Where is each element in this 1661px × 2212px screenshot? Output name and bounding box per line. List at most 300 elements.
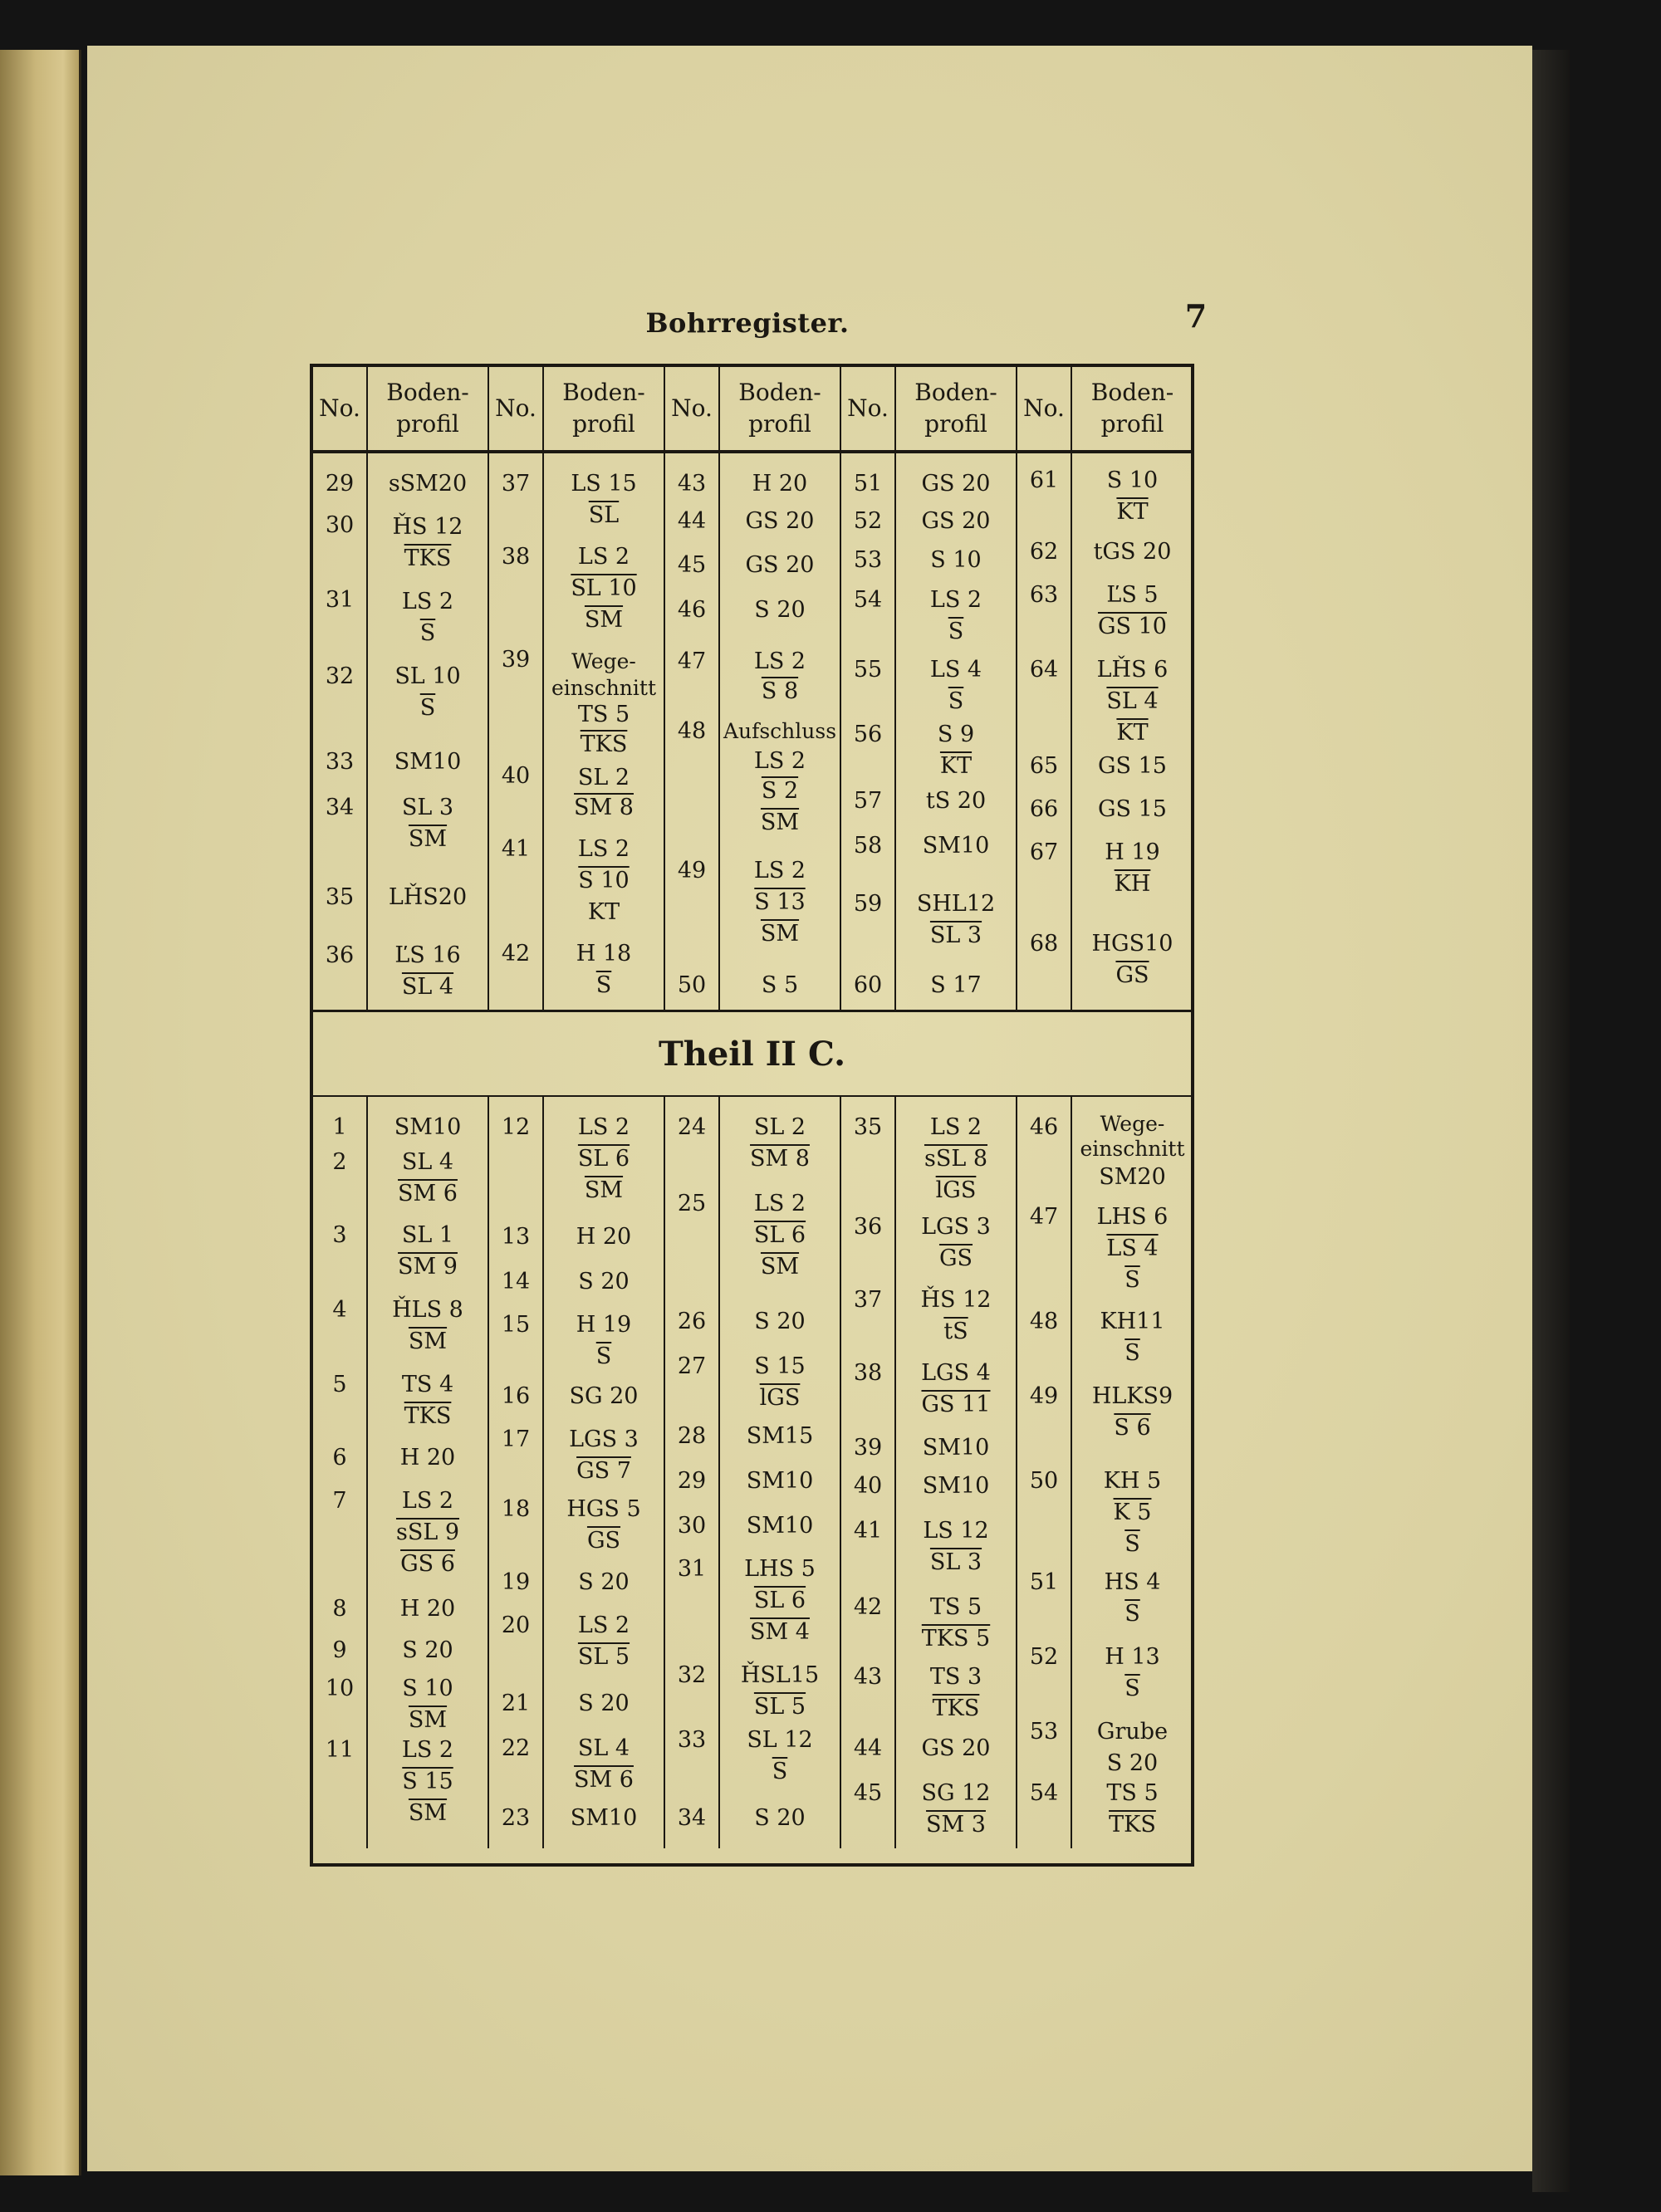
soil-profile: LGS 3 [921, 1214, 991, 1240]
soil-profile: LGS 3 [569, 1427, 639, 1452]
soil-profile: LS 2 [753, 648, 806, 674]
bore-number: 44 [853, 1735, 883, 1761]
soil-profile: LS 2 [929, 587, 982, 613]
soil-profile: SL 5 [577, 1644, 630, 1670]
bore-number: 48 [677, 718, 707, 744]
soil-profile: LS 2 [577, 1613, 630, 1638]
soil-profile: H 13 [1105, 1644, 1160, 1670]
soil-profile: H 18 [576, 941, 632, 967]
header-profile: Boden- profil [720, 367, 841, 450]
bore-number: 32 [325, 663, 355, 689]
bore-number: 56 [853, 722, 883, 747]
soil-profile: H 19 [576, 1312, 632, 1338]
bore-number: 9 [332, 1637, 347, 1663]
bore-number: 63 [1029, 582, 1059, 608]
soil-profile: $\overline{SM}$ [584, 1177, 624, 1203]
soil-profile: KH11 [1100, 1309, 1165, 1334]
bore-number: 65 [1029, 753, 1059, 779]
bore-number: 33 [677, 1727, 707, 1753]
soil-profile: $\overline{TKS}$ [1109, 1812, 1156, 1838]
soil-profile: Grube [1096, 1719, 1169, 1745]
bore-number: 61 [1029, 467, 1059, 493]
bore-number: 10 [325, 1676, 355, 1701]
soil-profile: SM 3 [926, 1812, 986, 1838]
bore-number: 57 [853, 788, 883, 814]
soil-profile: LS 15 [571, 471, 637, 497]
soil-profile: tGS 20 [1093, 539, 1172, 565]
soil-profile: LS 2 [577, 1114, 630, 1140]
soil-profile: LS 2 [753, 858, 806, 883]
page-number: 7 [1184, 297, 1208, 335]
soil-profile: $\overline{S}$ [419, 695, 436, 721]
bore-number: 23 [501, 1805, 531, 1831]
soil-profile: LS 2 [753, 748, 806, 774]
soil-profile: $\overline{S}$ [419, 620, 436, 646]
soil-profile: SL 3 [929, 1549, 982, 1575]
soil-profile: HLKS9 [1091, 1383, 1173, 1409]
bore-number: 35 [325, 884, 355, 910]
soil-profile: $\overline{S}$ [1124, 1531, 1140, 1557]
bore-number: 14 [501, 1269, 531, 1294]
bore-number: 43 [677, 471, 707, 497]
bore-number: 41 [853, 1518, 883, 1544]
bore-number: 53 [1029, 1719, 1059, 1745]
soil-profile: SHL12 [916, 891, 996, 917]
soil-profile: GS 20 [745, 552, 815, 578]
bore-number: 50 [1029, 1468, 1059, 1494]
bore-number: 27 [677, 1353, 707, 1379]
bore-number: 48 [1029, 1309, 1059, 1334]
soil-profile: S 2 [761, 778, 799, 804]
soil-profile: $\overline{SM}$ [408, 826, 448, 852]
soil-profile: $\overline{KT}$ [1116, 720, 1149, 746]
soil-profile: LS 2 [929, 1114, 982, 1140]
bore-number: 46 [677, 597, 707, 623]
header-no: No. [665, 367, 720, 450]
register-block-2 [313, 1097, 1191, 1848]
bore-number: 1 [332, 1114, 347, 1140]
soil-profile: H 20 [752, 471, 808, 497]
bore-number: 13 [501, 1224, 531, 1250]
soil-profile: SL 4 [401, 974, 454, 1000]
soil-profile: HS 4 [1104, 1569, 1161, 1595]
soil-profile: LS 4 [929, 657, 982, 683]
profile-column [720, 453, 841, 1010]
bore-number: 49 [1029, 1383, 1059, 1409]
soil-profile: TS 5 [577, 702, 630, 727]
bore-number: 15 [501, 1312, 531, 1338]
bore-number: 62 [1029, 539, 1059, 565]
soil-profile: einschnitt [1080, 1137, 1185, 1161]
header-profile: Boden- profil [368, 367, 489, 450]
soil-profile: S 20 [754, 1805, 806, 1831]
soil-profile: SM15 [746, 1423, 814, 1449]
header-no: No. [489, 367, 544, 450]
bore-number: 52 [1029, 1644, 1059, 1670]
soil-profile: GS 20 [921, 1735, 991, 1761]
header-profile: Boden- profil [544, 367, 665, 450]
soil-profile: LS 2 [753, 1191, 806, 1216]
soil-profile: sSM20 [388, 471, 468, 497]
soil-profile: $\overline{SM}$ [408, 1800, 448, 1826]
soil-profile: SL 3 [401, 795, 454, 820]
bore-number: 24 [677, 1114, 707, 1140]
bore-number: 30 [325, 512, 355, 538]
soil-profile: S 9 [937, 722, 975, 747]
soil-profile: SL 6 [577, 1146, 630, 1172]
soil-profile: einschnitt [551, 676, 656, 700]
bore-number: 39 [501, 647, 531, 673]
header-no: No. [841, 367, 896, 450]
soil-profile: S 20 [402, 1637, 453, 1663]
bore-number: 36 [325, 942, 355, 968]
soil-profile: sSL 9 [395, 1520, 460, 1545]
bore-number: 67 [1029, 839, 1059, 865]
soil-profile: SM10 [922, 1435, 990, 1461]
bore-number: 68 [1029, 931, 1059, 957]
soil-profile: $\overline{SM}$ [760, 921, 800, 947]
soil-profile: SL 2 [753, 1114, 806, 1140]
soil-profile: $\overline{GS}$ [586, 1528, 621, 1554]
profile-column [720, 1097, 841, 1848]
number-column [665, 1097, 720, 1848]
soil-profile: Wege- [571, 649, 636, 673]
soil-profile: SL 4 [401, 1149, 454, 1175]
soil-profile: SM10 [746, 1513, 814, 1539]
soil-profile: $\overline{SM}$ [760, 1254, 800, 1280]
previous-page-edge [0, 50, 81, 2175]
bore-number: 53 [853, 547, 883, 573]
section-title: Theil II C. [313, 1010, 1191, 1097]
soil-profile: S 20 [578, 1569, 630, 1595]
soil-profile: SL 12 [747, 1727, 813, 1753]
soil-profile: $\overline{GS}$ [1115, 962, 1149, 988]
soil-profile: $\overline{lGS}$ [935, 1177, 977, 1203]
soil-profile: ĽS 5 [1106, 582, 1159, 608]
soil-profile: SL 6 [753, 1588, 806, 1613]
bore-number: 4 [332, 1297, 347, 1323]
soil-profile: SL 3 [929, 922, 982, 948]
soil-profile: ȞS 12 [392, 514, 463, 540]
soil-profile: $\overline{lGS}$ [759, 1385, 801, 1411]
bore-number: 30 [677, 1513, 707, 1539]
soil-profile: S 20 [754, 597, 806, 623]
bore-number: 37 [853, 1287, 883, 1313]
bore-number: 45 [677, 552, 707, 578]
soil-profile: K 5 [1113, 1500, 1152, 1525]
bore-number: 8 [332, 1596, 347, 1622]
soil-profile: SM10 [922, 833, 990, 859]
soil-profile: SL 4 [1106, 688, 1159, 714]
bore-number: 26 [677, 1309, 707, 1334]
soil-profile: $\overline{KT}$ [1116, 499, 1149, 525]
bore-number: 12 [501, 1114, 531, 1140]
soil-profile: S 13 [754, 889, 806, 915]
soil-profile: HGS 5 [566, 1496, 641, 1522]
soil-profile: LS 12 [923, 1518, 989, 1544]
soil-profile: S 20 [578, 1269, 630, 1294]
soil-profile: GS 20 [745, 508, 815, 534]
soil-profile: LȞS20 [388, 884, 468, 910]
bore-number: 25 [677, 1191, 707, 1216]
soil-profile: LȞS 6 [1096, 657, 1169, 683]
soil-profile: SM10 [746, 1468, 814, 1494]
soil-profile: ȞS 12 [920, 1287, 992, 1313]
soil-profile: SM10 [570, 1805, 638, 1831]
soil-profile: KT [587, 899, 620, 925]
soil-profile: H 20 [399, 1596, 456, 1622]
bore-number: 37 [501, 471, 531, 497]
bore-number: 60 [853, 972, 883, 998]
bore-number: 34 [325, 795, 355, 820]
soil-profile: ȞLS 8 [392, 1297, 463, 1323]
bore-number: 19 [501, 1569, 531, 1595]
bore-number: 51 [1029, 1569, 1059, 1595]
soil-profile: Aufschluss [723, 719, 837, 743]
profile-column [1072, 453, 1193, 1010]
soil-profile: SG 20 [569, 1383, 639, 1409]
soil-profile: TS 5 [1106, 1780, 1159, 1806]
bore-number: 66 [1029, 796, 1059, 822]
number-column [313, 1097, 368, 1848]
soil-profile: S 8 [761, 678, 799, 704]
soil-profile: $\overline{S}$ [595, 1343, 612, 1369]
bore-number: 51 [853, 471, 883, 497]
bore-number: 31 [677, 1556, 707, 1582]
soil-profile: $\overline{S}$ [1124, 1340, 1140, 1366]
soil-profile: S 20 [578, 1691, 630, 1716]
bore-number: 42 [501, 941, 531, 967]
soil-profile: $\overline{KT}$ [939, 753, 973, 779]
bore-number: 58 [853, 833, 883, 859]
bore-number: 38 [853, 1360, 883, 1386]
soil-profile: GS 10 [1097, 614, 1167, 639]
soil-profile: $\overline{KH}$ [1114, 871, 1151, 897]
soil-profile: H 20 [576, 1224, 632, 1250]
header-no: No. [313, 367, 368, 450]
soil-profile: Wege- [1100, 1112, 1165, 1136]
soil-profile: TS 4 [401, 1372, 454, 1397]
soil-profile: S 10 [578, 868, 630, 893]
soil-profile: LS 4 [1106, 1236, 1159, 1261]
soil-profile: H 19 [1105, 839, 1160, 865]
bore-number: 7 [332, 1488, 347, 1514]
header-profile: Boden- profil [896, 367, 1017, 450]
soil-profile: tS 20 [925, 788, 987, 814]
soil-profile: $\overline{S}$ [1124, 1676, 1140, 1701]
bore-number: 55 [853, 657, 883, 683]
soil-profile: LS 2 [401, 1737, 454, 1763]
soil-profile: $\overline{S}$ [1124, 1267, 1140, 1293]
soil-profile: SL 10 [571, 575, 637, 601]
header-no: No. [1017, 367, 1072, 450]
bore-number: 35 [853, 1114, 883, 1140]
soil-profile: TS 3 [929, 1664, 982, 1690]
soil-profile: sSL 8 [924, 1146, 988, 1172]
soil-profile: SM20 [1099, 1164, 1166, 1190]
soil-profile: $\overline{tS}$ [943, 1319, 968, 1344]
soil-profile: S 5 [761, 972, 799, 998]
bore-number: 20 [501, 1613, 531, 1638]
soil-profile: LS 2 [401, 1488, 454, 1514]
bore-number: 46 [1029, 1114, 1059, 1140]
number-column [489, 453, 544, 1010]
soil-profile: $\overline{S}$ [595, 972, 612, 998]
profile-column [368, 1097, 489, 1848]
bore-number: 45 [853, 1780, 883, 1806]
soil-profile: LHS 5 [744, 1556, 816, 1582]
soil-profile: $\overline{TKS}$ [932, 1696, 980, 1721]
bore-number: 50 [677, 972, 707, 998]
soil-profile: ĽS 16 [394, 942, 461, 968]
bore-number: 5 [332, 1372, 347, 1397]
number-column [489, 1097, 544, 1848]
book-cover-edge [1532, 50, 1570, 2192]
soil-profile: SL 6 [753, 1222, 806, 1248]
soil-profile: S 10 [402, 1676, 453, 1701]
bore-number: 52 [853, 508, 883, 534]
soil-profile: $\overline{SM}$ [408, 1707, 448, 1733]
soil-profile: $\overline{SM}$ [760, 810, 800, 835]
soil-profile: SL 1 [401, 1222, 454, 1248]
soil-profile: $\overline{S}$ [772, 1759, 788, 1784]
soil-profile: LS 2 [577, 836, 630, 862]
soil-profile: SM 8 [750, 1146, 810, 1172]
soil-profile: S 15 [402, 1769, 453, 1794]
bore-number: 59 [853, 891, 883, 917]
number-column [1017, 453, 1072, 1010]
profile-column [544, 453, 665, 1010]
number-column [313, 453, 368, 1010]
bore-number: 3 [332, 1222, 347, 1248]
bore-number: 64 [1029, 657, 1059, 683]
running-head: Bohrregister. [645, 307, 850, 339]
soil-profile: S 17 [930, 972, 982, 998]
bore-number: 11 [325, 1737, 355, 1763]
bore-number: 47 [677, 648, 707, 674]
bore-number: 49 [677, 858, 707, 883]
soil-profile: S 10 [1106, 467, 1159, 493]
profile-column [544, 1097, 665, 1848]
soil-profile: S 10 [930, 547, 982, 573]
soil-profile: S 20 [754, 1309, 806, 1334]
bore-number: 17 [501, 1427, 531, 1452]
soil-profile: SM10 [394, 1114, 462, 1140]
bore-number: 36 [853, 1214, 883, 1240]
bore-number: 39 [853, 1435, 883, 1461]
soil-profile: KH 5 [1103, 1468, 1162, 1494]
soil-profile: GS 11 [921, 1392, 991, 1417]
profile-column [1072, 1097, 1193, 1848]
bore-number: 47 [1029, 1204, 1059, 1230]
soil-profile: $\overline{S}$ [948, 688, 964, 714]
bore-number: 6 [332, 1445, 347, 1471]
soil-profile: S 20 [1106, 1750, 1159, 1776]
bore-number: 42 [853, 1594, 883, 1620]
bore-number: 44 [677, 508, 707, 534]
soil-profile: S 6 [1114, 1415, 1151, 1441]
soil-profile: SL 5 [753, 1694, 806, 1720]
soil-profile: GS 6 [400, 1551, 455, 1577]
soil-profile: GS 20 [921, 508, 991, 534]
soil-profile: SL 2 [577, 765, 630, 790]
soil-profile: $\overline{S}$ [1124, 1601, 1140, 1627]
number-column [841, 453, 896, 1010]
soil-profile: HGS10 [1091, 931, 1173, 957]
bore-number: 38 [501, 544, 531, 570]
soil-profile: $\overline{SM}$ [408, 1329, 448, 1354]
bore-number: 54 [853, 587, 883, 613]
bore-number: 54 [1029, 1780, 1059, 1806]
soil-profile: GS 15 [1097, 796, 1167, 822]
bore-number: 18 [501, 1496, 531, 1522]
profile-column [896, 453, 1017, 1010]
soil-profile: SM10 [922, 1473, 990, 1499]
soil-profile: GS 20 [921, 471, 991, 497]
borehole-register-table [310, 364, 1194, 1867]
soil-profile: SG 12 [921, 1780, 991, 1806]
soil-profile: SM 6 [398, 1181, 458, 1206]
soil-profile: $\overline{TKS}$ [404, 546, 452, 571]
number-column [841, 1097, 896, 1848]
soil-profile: LHS 6 [1096, 1204, 1169, 1230]
soil-profile: GS 15 [1097, 753, 1167, 779]
bore-number: 16 [501, 1383, 531, 1409]
bore-number: 31 [325, 587, 355, 613]
soil-profile: TKS 5 [921, 1626, 991, 1652]
soil-profile: $\overline{SM}$ [584, 607, 624, 633]
bore-number: 28 [677, 1423, 707, 1449]
soil-profile: SM 8 [574, 795, 634, 820]
bore-number: 41 [501, 836, 531, 862]
soil-profile: SL 10 [394, 663, 461, 689]
soil-profile: GS 7 [576, 1458, 631, 1484]
profile-column [368, 453, 489, 1010]
soil-profile: SL 4 [577, 1735, 630, 1761]
bore-number: 22 [501, 1735, 531, 1761]
soil-profile: LS 2 [577, 544, 630, 570]
table-header-row [313, 367, 1191, 450]
soil-profile: ȞSL15 [740, 1662, 820, 1688]
bore-number: 2 [332, 1149, 347, 1175]
soil-profile: LS 2 [401, 589, 454, 614]
soil-profile: SM 9 [398, 1254, 458, 1280]
soil-profile: SM 6 [574, 1767, 634, 1793]
bore-number: 29 [325, 471, 355, 497]
bore-number: 32 [677, 1662, 707, 1688]
bore-number: 34 [677, 1805, 707, 1831]
bore-number: 40 [853, 1473, 883, 1499]
bore-number: 40 [501, 763, 531, 789]
bore-number: 33 [325, 749, 355, 775]
soil-profile: $\overline{SL}$ [588, 502, 620, 528]
soil-profile: $\overline{S}$ [948, 619, 964, 644]
soil-profile: H 20 [399, 1445, 456, 1471]
number-column [665, 453, 720, 1010]
soil-profile: TS 5 [929, 1594, 982, 1620]
soil-profile: SM10 [394, 749, 462, 775]
profile-column [896, 1097, 1017, 1848]
soil-profile: $\overline{GS}$ [938, 1245, 973, 1271]
number-column [1017, 1097, 1072, 1848]
soil-profile: $\overline{TKS}$ [580, 732, 628, 757]
bore-number: 29 [677, 1468, 707, 1494]
soil-profile: $\overline{TKS}$ [404, 1403, 452, 1429]
bore-number: 21 [501, 1691, 531, 1716]
soil-profile: SM 4 [750, 1619, 810, 1645]
soil-profile: S 15 [754, 1353, 806, 1379]
soil-profile: LGS 4 [921, 1360, 991, 1386]
